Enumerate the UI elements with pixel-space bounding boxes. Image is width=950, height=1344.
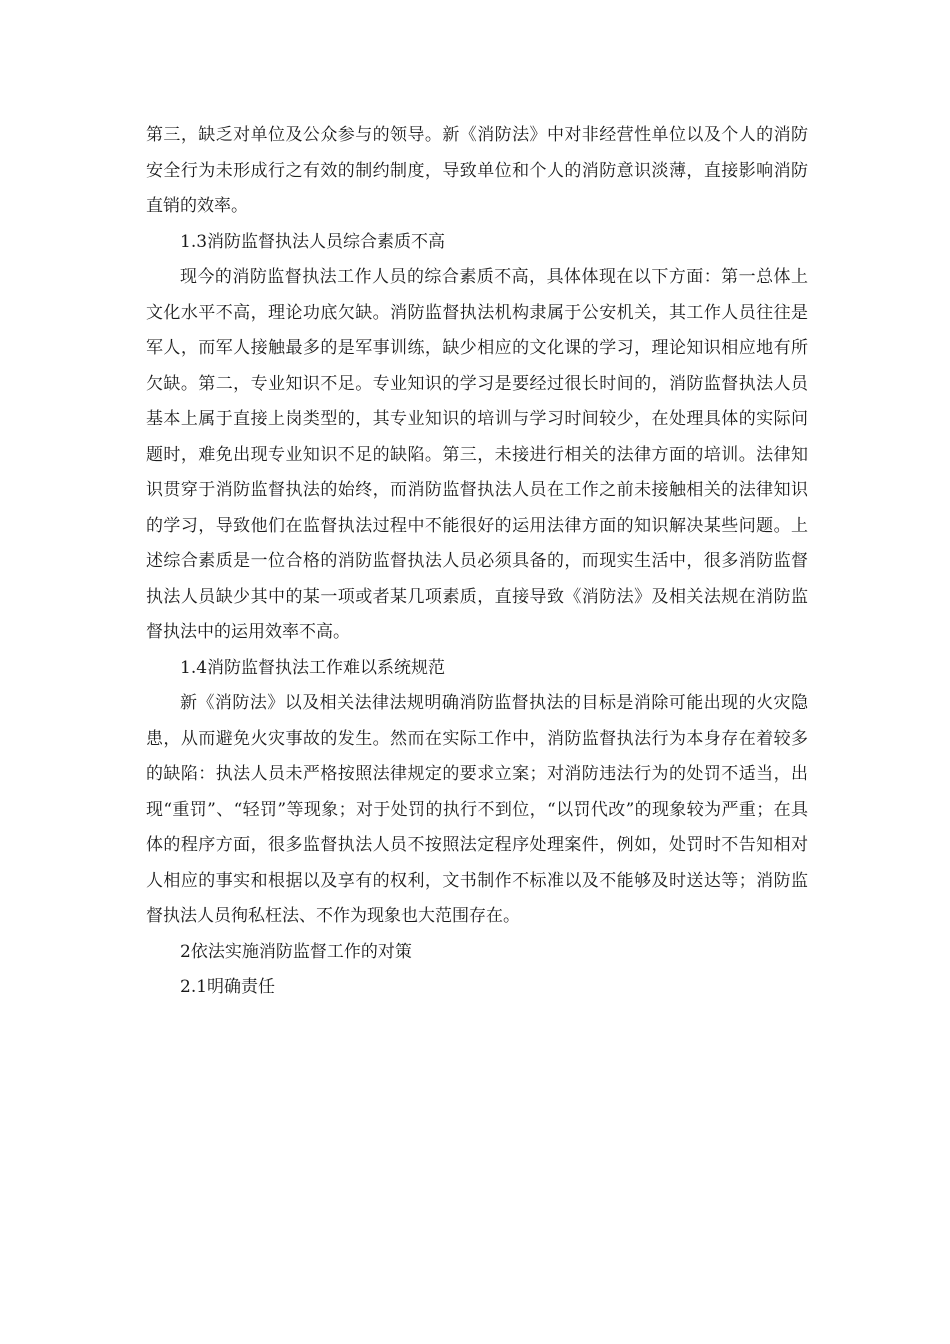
section-heading-2-1: 2.1明确责任 (180, 977, 276, 997)
paragraph-enforcement-standards: 新《消防法》以及相关法律法规明确消防监督执法的目标是消除可能出现的火灾隐患，从而避免火灾事故的发生。然而在实际工作中，消防监督执法行为本身存在着较多的缺陷：执法人员未严格按照法律规定的要求立案；对消防违法行为的处罚不适当，出现“重罚”、“轻罚”等现象；对于处罚的执行不到位，“以罚代改”的现象较为严重；在具体的程序方面，很多监督执法人员不按照法定程序处理案件，例如，处罚时不告知相对人相应的事实和根据以及享有的权利，文书制作不标准以及不能够及时送达等；消防监督执法人员徇私枉法、不作为现象也大范围存在。 (146, 693, 808, 926)
paragraph-personnel-quality: 现今的消防监督执法工作人员的综合素质不高，具体体现在以下方面：第一总体上文化水平不高，理论功底欠缺。消防监督执法机构隶属于公安机关，其工作人员往往是军人，而军人接触最多的是军事训练，缺少相应的文化课的学习，理论知识相应地有所欠缺。第二，专业知识不足。专业知识的学习是要经过很长时间的，消防监督执法人员基本上属于直接上岗类型的，其专业知识的培训与学习时间较少，在处理具体的实际问题时，难免出现专业知识不足的缺陷。第三，未接进行相关的法律方面的培训。法律知识贯穿于消防监督执法的始终，而消防监督执法人员在工作之前未接触相关的法律知识的学习，导致他们在监督执法过程中不能很好的运用法律方面的知识解决某些问题。上述综合素质是一位合格的消防监督执法人员必须具备的，而现实生活中，很多消防监督执法人员缺少其中的某一项或者某几项素质，直接导致《消防法》及相关法规在消防监督执法中的运用效率不高。 (146, 267, 808, 642)
paragraph-lack-of-leadership: 第三，缺乏对单位及公众参与的领导。新《消防法》中对非经营性单位以及个人的消防安全行为未形成行之有效的制约制度，导致单位和个人的消防意识淡薄，直接影响消防直销的效率。 (146, 125, 808, 216)
document-body (146, 118, 808, 1006)
section-heading-1-3: 1.3消防监督执法人员综合素质不高 (180, 231, 446, 252)
section-heading-2: 2依法实施消防监督工作的对策 (180, 941, 412, 962)
section-heading-1-4: 1.4消防监督执法工作难以系统规范 (180, 657, 446, 678)
